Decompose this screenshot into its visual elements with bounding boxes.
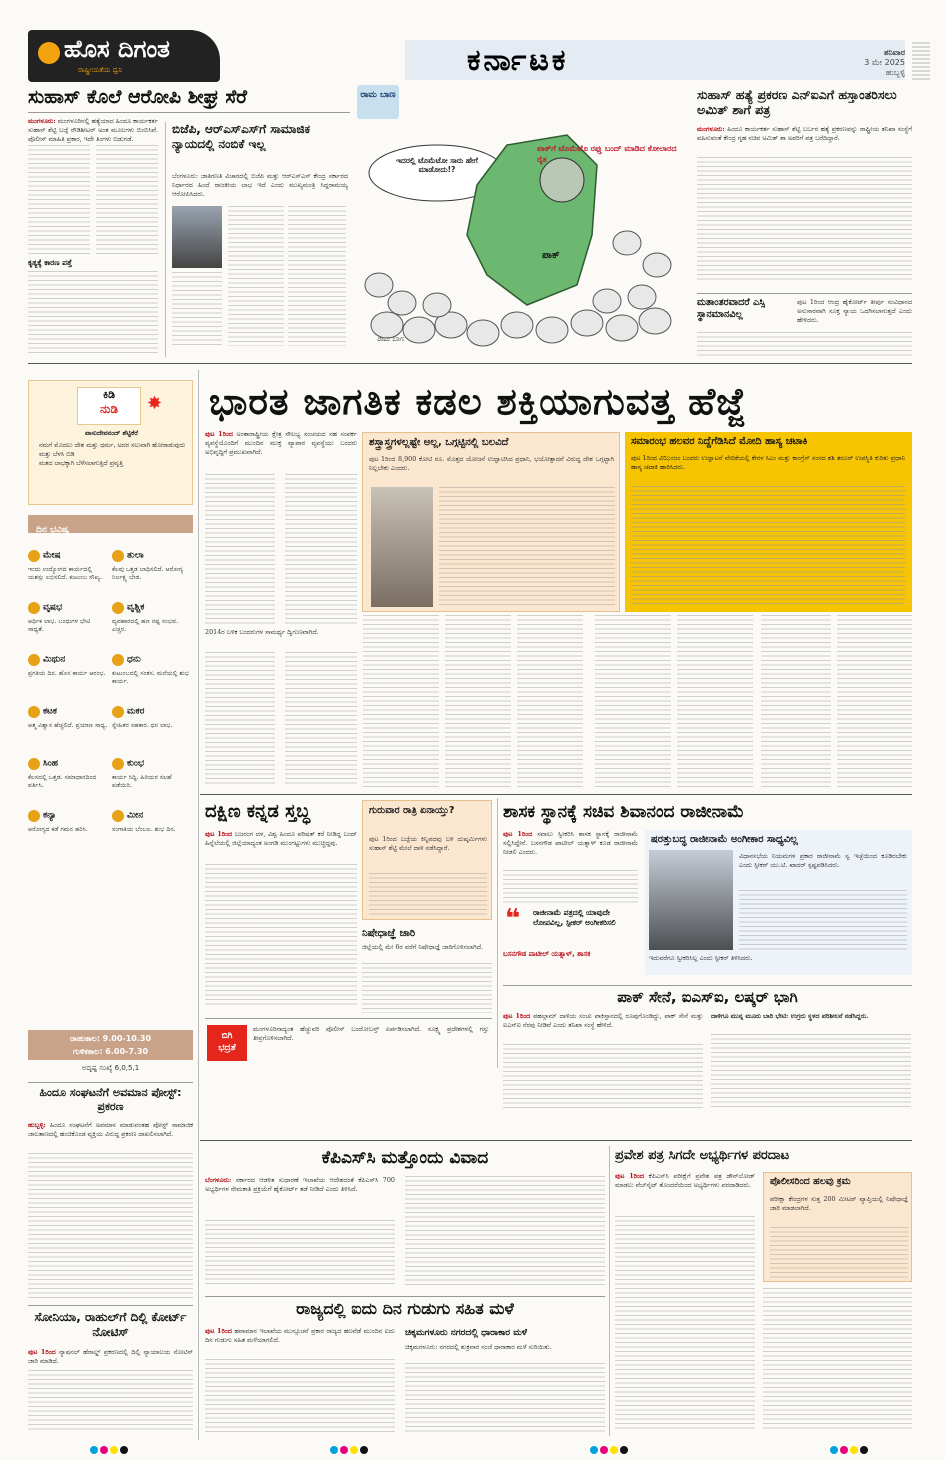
story-text: ಬಜರಂಗ ದಳ, ವಿಶ್ವ ಹಿಂದೂ ಪರಿಷತ್ ಕರೆ ನೀಡಿದ್ದ ಬಂದ್ ಹಿನ್ನೆಲೆಯಲ್ಲಿ ಜಿಲ್ಲೆಯಾದ್ಯಂತ ಅಂಗಡಿ ಮುಂಗಟ್ಟುಗಳು ಮುಚ್ಚಿದ್ದವು. (205, 830, 357, 847)
headline: ಶಾಸಕ ಸ್ಥಾನಕ್ಕೆ ಸಚಿವ ಶಿವಾನಂದ ರಾಜೀನಾಮೆ (503, 802, 744, 822)
taurus-icon (28, 602, 40, 614)
headline: ಮತಾಂತರವಾದರೆ ಎಸ್ಸಿ ಸ್ಥಾನಮಾನವಿಲ್ಲ (697, 297, 766, 320)
cancer-icon (28, 706, 40, 718)
story-lead (205, 1327, 395, 1357)
story-dk-tense (205, 800, 357, 1010)
shivanand-photo (649, 850, 733, 950)
headline: ಭಾರತ ಜಾಗತಿಕ ಕಡಲ ಶಕ್ತಿಯಾಗುವತ್ತ ಹೆಜ್ಜೆ (209, 380, 747, 423)
kidi-nudi-badge (77, 387, 141, 425)
box-prohibitory (362, 925, 492, 1015)
body-filler (763, 1288, 912, 1431)
body-filler (837, 615, 912, 787)
sign-name: ಕುಂಭ (127, 758, 145, 769)
sign-text: ಪ್ರಗತಿಯ ದಿನ. ಹೊಸ ಕಾರ್ಯ ಆರಂಭ. (28, 670, 106, 677)
body-filler (228, 206, 284, 346)
sign-text: ಇಂದು ಉದ್ಯೋಗದ ಕಾರ್ಯದಲ್ಲಿ ಯಶಸ್ಸು ಲಭಿಸಲಿದೆ. ಕುಟುಂಬ ಸೌಖ್ಯ. (28, 566, 102, 581)
aries-icon (28, 550, 40, 562)
body-filler (445, 615, 511, 787)
divider (200, 794, 912, 795)
sign-tula (112, 545, 192, 582)
sign-kataka (28, 701, 108, 730)
headline: ಸೋನಿಯಾ, ರಾಹುಲ್‌ಗೆ ದಿಲ್ಲಿ ಕೋರ್ಟ್ ನೋಟಿಸ್ (34, 1310, 187, 1339)
gemini-icon (28, 654, 40, 666)
story-admit (615, 1146, 912, 1436)
body-filler (285, 652, 357, 787)
body-filler (517, 615, 583, 787)
dateline: ಪುಟ 1ರಿಂದ (503, 1012, 531, 1020)
sign-name: ವೃಷಭ (43, 602, 63, 613)
sign-mesha (28, 545, 108, 582)
sign-simha (28, 753, 108, 790)
bigi-bhadrate (205, 1018, 492, 1064)
masthead-date-block (810, 48, 905, 82)
sign-dhanu (112, 649, 192, 686)
stripe-decoration (912, 42, 930, 82)
sign-vrushabha (28, 597, 108, 634)
bhadrate-label: ಭದ್ರತೆ (218, 1043, 236, 1053)
story-text: ಸವಾಲು ಸ್ವೀಕರಿಸಿ ಶಾಸಕ ಸ್ಥಾನಕ್ಕೆ ರಾಜೀನಾಮೆ ಸಲ್ಲಿಸಿದ್ದೇನೆ. ಬಸನಗೌಡ ಪಾಟೀಲ್ ಯತ್ನಾಳ್ ಕೂಡ ರಾಜೀನಾಮೆ ನೀಡಲಿ ಎಂದರು. (503, 830, 638, 856)
body-filler (439, 487, 615, 607)
masthead-day: ಶನಿವಾರ (883, 48, 905, 57)
sign-text: ಸಂಗಾತಿಯ ಬೆಂಬಲ. ಶುಭ ದಿನ. (112, 826, 176, 833)
bigi-bhadrate-badge (207, 1025, 247, 1061)
sign-name: ಕಟಕ (43, 706, 57, 717)
story-pak-army (503, 985, 912, 1135)
masthead-date: 3 ಮೇ 2025 (864, 58, 905, 67)
body-filler (631, 486, 905, 606)
story-lead (697, 125, 912, 153)
box-title: ಶಸ್ತ್ರಾಸ್ತ್ರಗಳಲ್ಲಷ್ಟೇ ಅಲ್ಲ, ಒಗ್ಗಟ್ಟಿನಲ್ಲಿ ಬಲವಿದೆ (369, 437, 509, 448)
story-bjp-rss (165, 122, 350, 357)
black-dot (620, 1446, 628, 1454)
sign-text: ಸ್ನೇಹಿತರ ಸಹಕಾರ. ಧನ ಲಾಭ. (112, 722, 173, 729)
body-filler (761, 615, 831, 787)
logo-text: ಹೊಸ ದಿಗಂತ (64, 36, 170, 63)
black-dot (120, 1446, 128, 1454)
sign-name: ಮೀನ (127, 810, 144, 821)
lucky-numbers: ಅದೃಷ್ಟ ಸಂಖ್ಯೆ 6,0,5,1 (81, 1064, 140, 1072)
cartoonist-signature: ರಾಮ ಬಾಣ (377, 335, 405, 343)
kidi-item: ನಮಗೆ ಮೊದಲು ದೇಶ ಮತ್ತು ಧರ್ಮ, ಅದರ ಸಲುವಾಗಿ ಹೋರಾಡುವುದು (39, 442, 186, 449)
cartoon-country-label: ಪಾಕ್ (542, 250, 560, 261)
story-lead (615, 1172, 755, 1212)
sign-meena (112, 805, 192, 834)
story-text: ಹವಾಮಾನ ಇಲಾಖೆಯ ಮುನ್ಸೂಚನೆ ಪ್ರಕಾರ ರಾಜ್ಯದ ಹಲವೆಡೆ ಮುಂದಿನ ಐದು ದಿನ ಗುಡುಗು ಸಹಿತ ಮಳೆಯಾಗಲಿದೆ. (205, 1327, 395, 1344)
dateline: ಪುಟ 1ರಿಂದ (28, 1348, 56, 1356)
body-filler (28, 271, 158, 355)
body-filler (503, 870, 638, 905)
body-filler (697, 157, 912, 282)
body-filler (503, 1044, 703, 1108)
dateline: ಪುಟ 1ರಿಂದ (615, 1172, 645, 1180)
body-filler (205, 864, 357, 1006)
sign-name: ಕನ್ಯಾ (43, 810, 57, 821)
box-thursday (362, 800, 492, 920)
logo (28, 30, 220, 82)
body-filler (405, 1363, 605, 1433)
divider (200, 1140, 912, 1141)
body-filler (205, 1359, 395, 1433)
sagittarius-icon (112, 654, 124, 666)
modi-photo (371, 487, 433, 607)
story-text: ಪಹಲ್ಗಾಮ್ ದಾಳಿಯ ಸಂಚು ಪಾಕಿಸ್ತಾನದಲ್ಲಿ ರೂಪುಗೊಂಡಿದ್ದು, ಪಾಕ್ ಸೇನೆ ಮತ್ತು ಐಎಸ್‌ಐ ನೆರವು ನೀಡಿವೆ ಎಂದು ತನಿಖಾ ಸಂಸ್ಥೆ ಹೇಳಿದೆ. (503, 1012, 703, 1029)
box-text: ಪುಟ 1ರಿಂದ ಬಜ್ಪೆಯ ಕಿನ್ನಿಪದವು ಬಳಿ ದುಷ್ಕರ್ಮಿಗಳು ಸುಹಾಸ್ ಶೆಟ್ಟಿ ಮೇಲೆ ದಾಳಿ ನಡೆಸಿದ್ದಾರೆ. (369, 835, 487, 852)
column-divider (609, 1146, 610, 1436)
story-text: ಹಿಂದೂ ಕಾರ್ಯಕರ್ತ ಸುಹಾಸ್ ಶೆಟ್ಟಿ ಬರ್ಬರ ಹತ್ಯೆ ಪ್ರಕರಣವನ್ನು ರಾಷ್ಟ್ರೀಯ ತನಿಖಾ ಸಂಸ್ಥೆಗೆ ವಹಿಸುವಂತೆ ಕೇಂದ್ರ ಗೃಹ ಸಚಿವ ಅಮಿತ್ ಶಾ ಅವರಿಗೆ ಪತ್ರ ಬರೆದಿದ್ದಾರೆ. (697, 125, 912, 142)
sign-text: ಕುಟುಂಬದಲ್ಲಿ ಸಂತಸ. ಮನೆಯಲ್ಲಿ ಶುಭ ಕಾರ್ಯ. (112, 670, 190, 685)
body-filler (595, 615, 671, 787)
cyan-dot (830, 1446, 838, 1454)
headline: ಸುಹಾಸ್ ಕೊಲೆ ಆರೋಪಿ ಶೀಘ್ರ ಸೆರೆ (28, 87, 350, 113)
dateline: ಪುಟ 1ರಿಂದ (205, 430, 233, 438)
headline: ಕೆಪಿಎಸ್‌ಸಿ ಮತ್ತೊಂದು ವಿವಾದ (321, 1148, 489, 1168)
yellow-dot (350, 1446, 358, 1454)
body-filler (677, 615, 753, 787)
story-lead (28, 1348, 193, 1368)
headline: ಹಿಂದೂ ಸಂಘಟನೆಗೆ ಅವಮಾನ ಪೋಸ್ಟ್: ಪ್ರಕರಣ (39, 1086, 182, 1113)
body-filler (697, 332, 912, 358)
body-filler (28, 145, 90, 255)
story-text: ಬೆಂಗಳೂರು: ಜಾತಿಗಣತಿ ವಿಚಾರದಲ್ಲಿ ಬಿಜೆಪಿ ಮತ್ತು ಆರ್‌ಎಸ್‌ಎಸ್ ಕೇಂದ್ರ ಸರ್ಕಾರದ ನಿರ್ಧಾರದ ಹಿಂದೆ ರಾಜಕೀಯ ಲಾಭ ಇದೆ ಎಂದು ಮುಖ್ಯಮಂತ್ರಿ ಸಿದ್ದರಾಮಯ್ಯ ಆರೋಪಿಸಿದರು. (172, 172, 348, 198)
sign-text: ಕೆಲವು ಒತ್ತಡ ಬಾಧಿಸಲಿದೆ. ಆರೋಗ್ಯ ನಿರ್ಲಕ್ಷ್ಯ ಬೇಡ. (112, 566, 184, 581)
dateline: ಪುಟ 1ರಿಂದ (205, 1327, 232, 1335)
headline: ಸುಹಾಸ್ ಹತ್ಯೆ ಪ್ರಕರಣ ಎನ್‌ಐಎಗೆ ಹಸ್ತಾಂತರಿಸಲು ಅಮಿತ್ ಶಾಗೆ ಪತ್ರ (697, 87, 897, 117)
sub-headline: ಚಿಕ್ಕಮಗಳೂರು ನಗರದಲ್ಲಿ ಧಾರಾಕಾರ ಮಳೆ (405, 1328, 528, 1338)
sign-kanya (28, 805, 108, 834)
story-text: ಅಂತಾರಾಷ್ಟ್ರೀಯ ಕ್ಷೇತ್ರ ಸೌಲಭ್ಯ ಸಂಚಯದ ಸಹ ಸಂಪರ್ಕ ವ್ಯವಸ್ಥೆಯೊಂದಿಗೆ ಮುಂದಿನ ಮುಕ್ತ ವ್ಯಾಪಾರ ವ್ಯವಸ್ಥೆಯು ಬಂದರು ಅಭಿವೃದ್ಧಿಗೆ ಪ್ರಮುಖವಾಗಿದೆ. (205, 430, 357, 456)
sign-name: ಮಕರ (127, 706, 145, 717)
column-divider (198, 370, 199, 1440)
sign-text: ಕೆಲಸದಲ್ಲಿ ಒತ್ತಡ. ಸಮಾಧಾನದಿಂದ ವರ್ತಿಸಿ. (28, 774, 97, 789)
horoscope-title: ದಿನ ಭವಿಷ್ಯ (36, 525, 70, 535)
column-divider (497, 798, 498, 1068)
leo-icon (28, 758, 40, 770)
sign-text: ಕಾರ್ಯ ಸಿದ್ಧಿ. ಹಿರಿಯರ ಸಲಹೆ ಪಡೆಯಿರಿ. (112, 774, 172, 789)
kidi-item: ಮತ್ತು ಬೆಳಸಿ ಬಿಡಿ (39, 451, 75, 458)
body-filler (28, 1153, 193, 1298)
police-box-text: ಪರೀಕ್ಷಾ ಕೇಂದ್ರಗಳ ಸುತ್ತ 200 ಮೀಟರ್ ವ್ಯಾಪ್ತಿಯಲ್ಲಿ ನಿಷೇಧಾಜ್ಞೆ ಜಾರಿ ಮಾಡಲಾಗಿದೆ. (770, 1195, 908, 1212)
magenta-dot (340, 1446, 348, 1454)
body-filler (739, 890, 907, 950)
black-dot (360, 1446, 368, 1454)
cartoon-caption: ಪಾಕ್‌ಗೆ ಟೊಮೆಟೊ ರಫ್ತು ಬಂದ್ ಮಾಡಿದ ಕೋಲಾರದ ರೈತ (537, 144, 677, 164)
cartoon-speech: ಇದರಲ್ಲಿ ಟೊಮೆಟೋ ಸಾರು ಹೇಗೆ ಮಾಡೋದು!? (396, 157, 478, 174)
rajenama-sidebar (645, 830, 912, 975)
pull-quote: ರಾಜೀನಾಮೆ ಪತ್ರದಲ್ಲಿ ಯಾವುದೇ ಲೋಪವಿಲ್ಲ, ಸ್ಪೀಕರ್ ಅಂಗೀಕರಿಸಲಿ (533, 908, 616, 927)
story-rajenama (503, 800, 912, 980)
sign-text: ಆರ್ಥಿಕ ಲಾಭ. ಬಂಧುಗಳ ಭೇಟಿ ಸಾಧ್ಯತೆ. (28, 618, 91, 633)
body-filler (96, 145, 158, 255)
sign-mithuna (28, 649, 108, 678)
sign-text: ಆರೋಗ್ಯದ ಕಡೆ ಗಮನ ಹರಿಸಿ. (28, 826, 88, 833)
story-lead (205, 430, 357, 470)
story-lead (28, 117, 158, 143)
dateline: ಪುಟ 1ರಿಂದ (503, 830, 533, 838)
headline: ರಾಜ್ಯದಲ್ಲಿ ಐದು ದಿನ ಗುಡುಗು ಸಹಿತ ಮಳೆ (296, 1299, 514, 1318)
sidebar-title: ಷರತ್ತುಬದ್ಧ ರಾಜೀನಾಮೆ ಅಂಗೀಕಾರ ಸಾಧ್ಯವಿಲ್ಲ (651, 834, 798, 845)
story-text: ಪುಟ 1ರಿಂದ ಆಂದ್ರ ಹೈಕೋರ್ಟ್ ತೀರ್ಪು ಸಂವಿಧಾನದ ಅನುಸಾರವಾಗಿ ಸೂಕ್ತ ನ್ಯಾಯ ಒದಗಿಸಲಾಗುತ್ತದೆ ಎಂದು ಹೇಳಿದರು. (797, 298, 912, 324)
libra-icon (112, 550, 124, 562)
police-box (763, 1172, 912, 1282)
sidebar-text: ವಿಧಾನಸಭೆಯ ನಿಯಮಗಳ ಪ್ರಕಾರ ರಾಜೀನಾಮೆ ಸ್ವ ಇಚ್ಛೆಯಿಂದ ಕೂಡಿರಬೇಕು ಎಂದು ಸ್ಪೀಕರ್ ಯು.ಟಿ. ಖಾದರ್ ಸ್ಪಷ್ಟಪಡಿಸಿದರು. (739, 852, 907, 869)
sub-text: ಚಿಕ್ಕಮಗಳೂರು: ನಗರದಲ್ಲಿ ಶುಕ್ರವಾರ ಸಂಜೆ ಧಾರಾಕಾರ ಮಳೆ ಸುರಿಯಿತು. (405, 1343, 552, 1351)
cyan-dot (330, 1446, 338, 1454)
stat-text: 2014ರ ಬಳಿಕ ಬಂದರುಗಳ ಸಾಮರ್ಥ್ಯ ದ್ವಿಗುಣವಾಗಿದೆ. (205, 628, 319, 636)
dateline: ಬೆಂಗಳೂರು: (205, 1176, 232, 1184)
body-filler (369, 873, 487, 917)
body-filler (205, 474, 275, 624)
body-filler (285, 474, 357, 624)
sign-text: ವ್ಯವಹಾರದಲ್ಲಿ ಹಣ ನಷ್ಟ ಸಂಭವ. ಎಚ್ಚರ. (112, 618, 179, 633)
print-registration-marks (0, 1440, 945, 1460)
story-hindu-org (28, 1082, 193, 1302)
sign-name: ಸಿಂಹ (43, 758, 59, 769)
quote-author: ಬಸನಗೌಡ ಪಾಟೀಲ್ ಯತ್ನಾಳ್, ಶಾಸಕ (503, 950, 591, 958)
aquarius-icon (112, 758, 124, 770)
magenta-dot (840, 1446, 848, 1454)
box-text: ಪುಟ 1ರಿಂದ 8,900 ಕೋಟಿ ರೂ. ಮೊತ್ತದ ಯೋಜನೆ ಉದ್ಘಾಟಿಸಿದ ಪ್ರಧಾನಿ, ಭಯೋತ್ಪಾದನೆ ವಿರುದ್ಧ ದೇಶ ಒಗ್ಗಟ್ಟಾಗಿ ನಿಲ್ಲಬೇಕು ಎಂದರು. (369, 455, 614, 472)
box-strength (362, 432, 620, 612)
dateline: ಹುಬ್ಬಳ್ಳಿ: (28, 1121, 46, 1129)
nudi-title: ನುಡಿ (99, 402, 119, 416)
sign-name: ಮಿಥುನ (43, 654, 66, 665)
rahukala-box (28, 1030, 193, 1060)
subhead: ಕೃತ್ಯಕ್ಕೆ ಕಾರಣ ಪತ್ತೆ (28, 259, 72, 267)
body-filler (205, 652, 275, 787)
dateline: ಮಂಗಳೂರು: (28, 117, 56, 125)
story-lead (503, 1012, 703, 1040)
yellow-dot (850, 1446, 858, 1454)
story-minority (697, 293, 912, 359)
story-nia (697, 87, 912, 287)
horoscope (28, 515, 193, 855)
gulikakala: ಗುಳಿಕಕಾಲ: 6.00-7.30 (72, 1047, 149, 1056)
box-title: ಸಮಾರಂಭ ಹಲವರ ನಿದ್ದೆಗೆಡಿಸಿದೆ ಮೋದಿ ಹಾಸ್ಯ ಚಟಾಕಿ (631, 436, 808, 447)
body-filler (363, 615, 439, 787)
masthead-city: ಹುಬ್ಬಳ್ಳಿ (885, 68, 905, 77)
dateline: ಪುಟ 1ರಿಂದ (205, 830, 233, 838)
spark-icon: ✸ (147, 393, 163, 414)
story-lead (205, 830, 357, 860)
cyan-dot (590, 1446, 598, 1454)
body-filler (172, 272, 222, 346)
box-text: ಜಿಲ್ಲೆಯಲ್ಲಿ ಮೇ 6ರ ವರೆಗೆ ನಿಷೇಧಾಜ್ಞೆ ಜಾರಿಗೊಳಿಸಲಾಗಿದೆ. (362, 943, 484, 951)
box-title: ಗುರುವಾರ ರಾತ್ರಿ ಏನಾಯ್ತು? (369, 805, 455, 816)
virgo-icon (28, 810, 40, 822)
cartoon-column-label: ರಾಮ ಬಾಣ (360, 90, 396, 100)
story-lead (205, 1176, 395, 1216)
rama-bana-label (357, 85, 399, 119)
story-lead (28, 1121, 193, 1149)
sign-vrushchika (112, 597, 192, 634)
divider (28, 363, 912, 364)
headline: ದಕ್ಷಿಣ ಕನ್ನಡ ಸ್ತಬ್ಧ (205, 801, 310, 822)
story-kps (205, 1146, 605, 1291)
cartoon-panel (357, 85, 692, 355)
sign-name: ಧನು (127, 654, 141, 665)
siddaramaiah-photo (172, 206, 222, 268)
horoscope-header (28, 515, 193, 533)
sign-name: ಮೇಷ (43, 550, 61, 561)
body-filler (362, 963, 492, 1013)
kidi-item: ಮತದ ಲಾಭಕ್ಕಾಗಿ ಬೆಳೆಸಲಾಗುತ್ತಿದೆ ಪ್ರವೃತ್ತಿ (39, 460, 123, 467)
story-text: ನ್ಯಾಷನಲ್ ಹೆರಾಲ್ಡ್ ಪ್ರಕರಣದಲ್ಲಿ ದಿಲ್ಲಿ ನ್ಯಾಯಾಲಯ ನೋಟಿಸ್ ಜಾರಿ ಮಾಡಿದೆ. (28, 1348, 193, 1365)
scorpio-icon (112, 602, 124, 614)
kidi-items (39, 441, 187, 468)
pak-sidebar-text: ದಾಳಿಗೂ ಮುನ್ನ ಮೂರು ಬಾರಿ ಭೇಟಿ: ಉಗ್ರರು ಸ್ಥಳದ ಪರಿಶೀಲನೆ ನಡೆಸಿದ್ದರು. (711, 1012, 869, 1020)
story-lead (503, 830, 638, 866)
sign-name: ತುಲಾ (127, 550, 144, 561)
body-filler (205, 1220, 395, 1286)
rahukala: ರಾಹುಕಾಲ: 9.00-10.30 (69, 1034, 152, 1043)
box-text: ಪುಟ 1ರಿಂದ ವಿಝಿಂಜಂ ಬಂದರು ಉದ್ಘಾಟನೆ ವೇದಿಕೆಯಲ್ಲಿ ಕೇರಳ ಸಿಎಂ ಮತ್ತು ಕಾಂಗ್ರೆಸ್ ಸಂಸದ ಶಶಿ ತರೂರ್ ಉಪಸ್ಥಿತಿ ಕುರಿತು ಪ್ರಧಾನಿ ಹಾಸ್ಯ ಚಟಾಕಿ ಹಾರಿಸಿದರು. (631, 454, 905, 471)
story-text: ಮಂಗಳೂರಿನಲ್ಲಿ ಹತ್ಯೆಯಾದ ಹಿಂದೂ ಕಾರ್ಯಕರ್ತ ಸುಹಾಸ್ ಶೆಟ್ಟಿ ಬಜ್ಪೆ ರೌಡಿಶೀಟರ್ ಅಂತ ಮೂಲಗಳು ಬಿಂಬಿಸಿವೆ. ಪೊಲೀಸ್ ಮಾಹಿತಿ ಪ್ರಕಾರ, ಇದೇ ತಿಂಗಳು ಬಿಡುಗಡೆ. (28, 117, 158, 143)
yellow-dot (610, 1446, 618, 1454)
sign-name: ವೃಶ್ಚಿಕ (127, 602, 145, 613)
body-filler (28, 1370, 193, 1432)
sign-text: ಆತ್ಮ ವಿಶ್ವಾಸ ಹೆಚ್ಚಲಿದೆ. ಪ್ರಯಾಣ ಸಾಧ್ಯ. (28, 722, 108, 729)
box-modi (625, 432, 912, 612)
body-filler (615, 1216, 755, 1431)
story-text: ಕೆಪಿಎಸ್‌ಸಿ ಪರೀಕ್ಷೆಗೆ ಪ್ರವೇಶ ಪತ್ರ ಡೌನ್‌ಲೋಡ್ ಮಾಡಲು ವೆಬ್‌ಸೈಟ್ ತೊಂದರೆಯಿಂದ ಅಭ್ಯರ್ಥಿಗಳು ಪರದಾಡಿದರು. (615, 1172, 755, 1189)
body-filler (405, 1176, 605, 1286)
bigi-text: ಮಂಗಳೂರಿನಾದ್ಯಂತ ಹೆಚ್ಚುವರಿ ಪೊಲೀಸ್ ಬಂದೋಬಸ್ತ್ ಏರ್ಪಡಿಸಲಾಗಿದೆ. ಸೂಕ್ಷ್ಮ ಪ್ರದೇಶಗಳಲ್ಲಿ ಗಸ್ತು ತೀವ್ರಗೊಳಿಸಲಾಗಿದೆ. (253, 1025, 489, 1042)
kidi-nudi (28, 380, 193, 505)
headline: ಪ್ರವೇಶ ಪತ್ರ ಸಿಗದೇ ಅಭ್ಯರ್ಥಿಗಳ ಪರದಾಟ (615, 1148, 790, 1163)
kidi-title: ಕಿಡಿ (102, 388, 116, 401)
sidebar-credit: ಇದುವರೆಗೂ ಸ್ವೀಕರಿಸಿಲ್ಲ ಎಂದು ಸ್ಪೀಕರ್ ತಿಳಿಸಿದರು. (649, 954, 753, 962)
pisces-icon (112, 810, 124, 822)
quote-mark-icon: ❝ (505, 908, 521, 930)
sign-makara (112, 701, 192, 730)
section-title: ಕರ್ನಾಟಕ (467, 44, 569, 78)
body-filler (770, 1227, 908, 1279)
yellow-dot (110, 1446, 118, 1454)
magenta-dot (100, 1446, 108, 1454)
bigi-label: ಬಿಗಿ (221, 1031, 233, 1041)
police-box-title: ಪೊಲೀಸರಿಂದ ಹಲವು ಕ್ರಮ (770, 1176, 851, 1187)
headline: ಬಿಜೆಪಿ, ಆರ್‌ಎಸ್‌ಎಸ್‌ಗೆ ಸಾಮಾಜಿಕ ನ್ಯಾಯದಲ್ಲಿ ನಂಬಿಕೆ ಇಲ್ಲ (172, 122, 310, 151)
sign-kumbha (112, 753, 192, 790)
story-text: ಹಿಂದೂ ಸಂಘಟನೆಗೆ ಅವಮಾನ ಮಾಡುವಂತಹ ಪೋಸ್ಟ್ ಸಾಮಾಜಿಕ ಜಾಲತಾಣದಲ್ಲಿ ಹಂಚಿಕೊಂಡ ವ್ಯಕ್ತಿಯ ವಿರುದ್ಧ ಪ್ರಕರಣ ದಾಖಲಿಸಲಾಗಿದೆ. (28, 1121, 193, 1138)
body-filler (288, 206, 346, 346)
story-text: ಸರ್ಕಾರದ ಆಡಳಿತ ಸುಧಾರಣೆ ಇಲಾಖೆಯ ಆದೇಶದಂತೆ ಕೆಪಿಎಸ್‌ಸಿ 700 ಅಭ್ಯರ್ಥಿಗಳ ನೇಮಕಾತಿ ಪ್ರಕ್ರಿಯೆಗೆ ಹೈಕೋರ್ಟ್ ತಡೆ ನೀಡಿದೆ ಎಂದು ತಿಳಿಸಿದೆ. (205, 1176, 395, 1193)
masthead (0, 0, 945, 82)
dateline: ಮಂಗಳೂರು: (697, 125, 725, 133)
body-filler (711, 1034, 911, 1108)
capricorn-icon (112, 706, 124, 718)
headline: ಪಾಕ್ ಸೇನೆ, ಐಎಸ್‌ಐ, ಲಷ್ಕರ್ ಭಾಗಿ (617, 988, 798, 1006)
black-dot (860, 1446, 868, 1454)
logo-icon (38, 42, 60, 64)
story-rain (205, 1296, 605, 1436)
box-title: ನಿಷೇಧಾಜ್ಞೆ ಜಾರಿ (362, 928, 416, 939)
cyan-dot (90, 1446, 98, 1454)
kidi-author: ವಾಸುದೇವನಂದ್ ಶೆಟ್ಟಿಕೆರೆ (85, 429, 138, 437)
magenta-dot (600, 1446, 608, 1454)
story-sonia (28, 1305, 193, 1435)
logo-tagline: ರಾಷ್ಟ್ರೀಯತೆಯ ಧ್ವನಿ (78, 66, 123, 74)
